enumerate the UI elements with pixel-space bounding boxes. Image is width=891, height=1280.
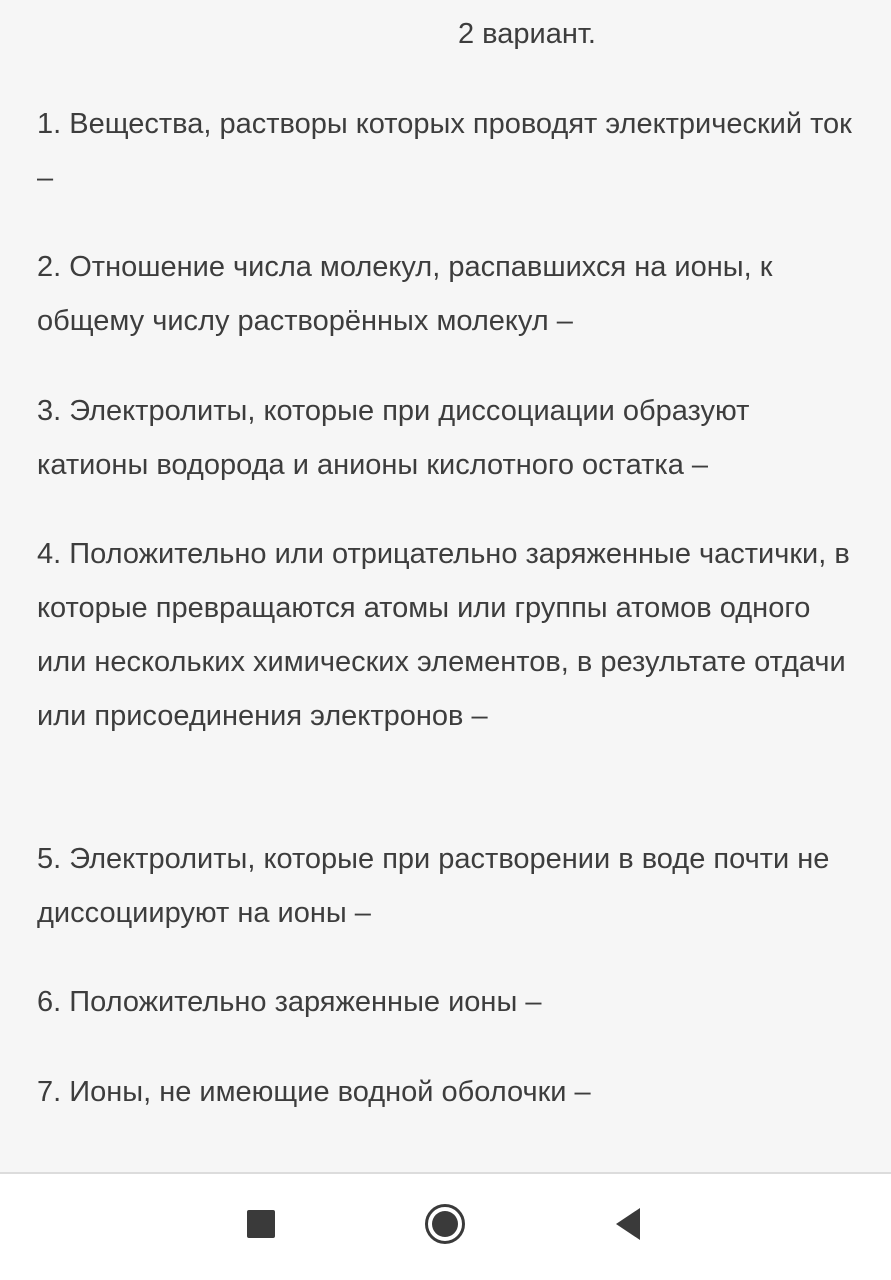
question-item-7: 7. Ионы, не имеющие водной оболочки –	[37, 1076, 591, 1108]
question-item-5: 5. Электролиты, которые при растворении в воде почти не диссоциируют на ионы –	[37, 843, 830, 929]
home-button[interactable]	[415, 1194, 475, 1254]
question-item-4: 4. Положительно или отрицательно заряженные частички, в которые превращаются атомы или группы атомов одного или нескольких химических элементов, в результате отдачи или присоединения электронов –	[37, 538, 850, 732]
question-item-3: 3. Электролиты, которые при диссоциации образуют катионы водорода и анионы кислотного остатка –	[37, 395, 750, 481]
page-title: 2 вариант.	[458, 18, 596, 50]
question-item-6: 6. Положительно заряженные ионы –	[37, 986, 542, 1018]
navigation-bar	[0, 1172, 891, 1280]
question-item-2: 2. Отношение числа молекул, распавшихся на ионы, к общему числу растворённых молекул –	[37, 251, 773, 337]
recents-square-icon	[247, 1210, 275, 1238]
back-triangle-icon	[612, 1206, 644, 1242]
recents-button[interactable]	[231, 1194, 291, 1254]
question-item-1: 1. Вещества, растворы которых проводят электрический ток –	[37, 108, 852, 194]
back-button[interactable]	[598, 1194, 658, 1254]
home-circle-icon	[425, 1204, 465, 1244]
